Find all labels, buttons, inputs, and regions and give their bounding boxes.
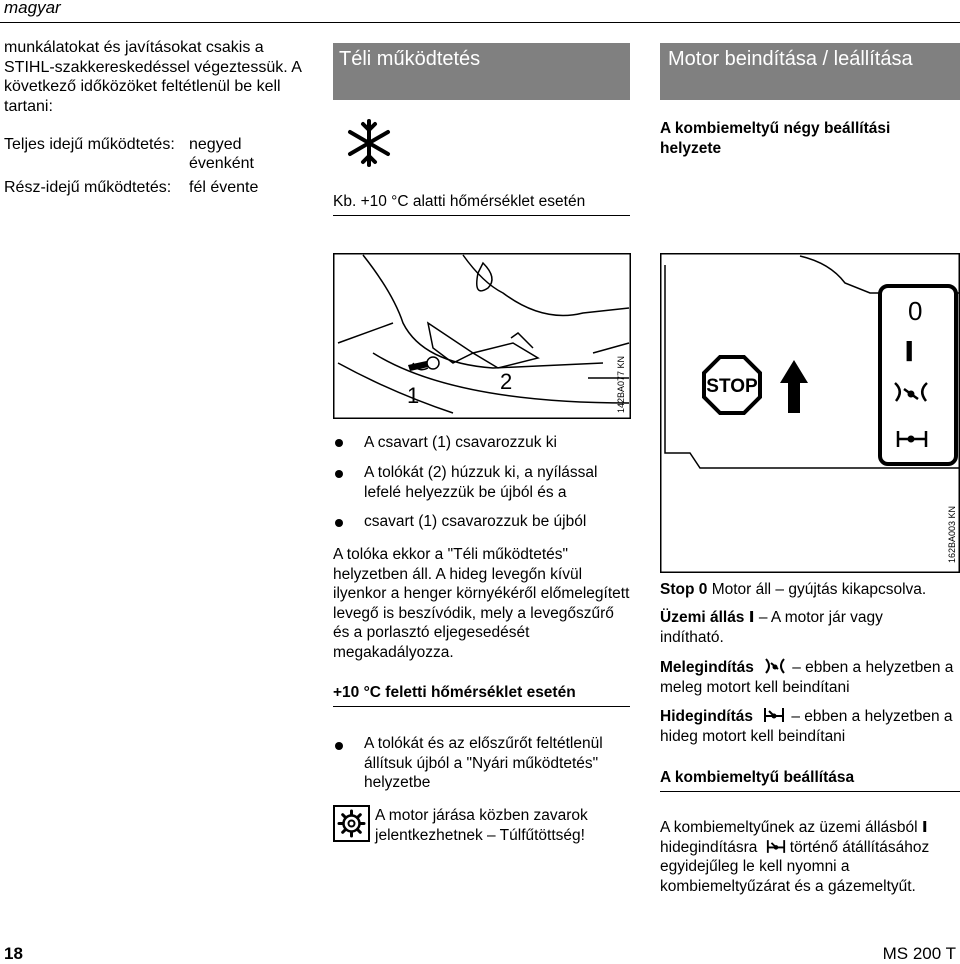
full-time-label: Teljes idejű működtetés: — [4, 136, 175, 153]
cold-start-icon — [766, 839, 786, 854]
overheating-note: A motor járása közben zavarok jelentkezhetnek – Túlfűtöttség! — [375, 807, 588, 844]
engine-damage-icon — [333, 805, 370, 842]
bullet-text-2: A tolókát (2) húzzuk ki, a nyílással lefelé helyezzük be újból és a — [364, 464, 598, 501]
run-symbol-inline: I — [921, 818, 928, 836]
full-time-value-1: negyed — [189, 136, 242, 153]
part-time-label: Rész-idejű működtetés: — [4, 179, 172, 196]
combi-lever-positions-heading: A kombiemeltyű négy beállítási helyzete — [660, 120, 891, 157]
bullet-dot — [335, 519, 343, 527]
combi-text-1: A kombiemeltyűnek az üzemi állásból — [660, 819, 918, 836]
combi-line-1 — [660, 818, 960, 838]
winter-subheading: Kb. +10 °C alatti hőmérséklet esetén — [333, 192, 630, 216]
combi-lever-setting-heading: A kombiemeltyű beállítása — [660, 768, 960, 792]
run-desc: – A motor jár vagy indítható. — [660, 609, 883, 646]
warm-start-term: Melegindítás — [660, 659, 754, 676]
combi-text-3: egyidejűleg le kell nyomni a kombiemeltyűzárat és a gázemeltyűt. — [660, 858, 916, 895]
run-term: Üzemi állás — [660, 609, 745, 626]
intake-slider-figure — [333, 253, 631, 419]
svg-text:0: 0 — [908, 296, 923, 326]
cold-start-term: Hidegindítás — [660, 708, 754, 725]
snowflake-icon — [346, 118, 392, 168]
combi-lever-figure — [660, 253, 960, 573]
summer-bullet: A tolókát és az előszűrőt feltétlenül állítsuk újból a "Nyári működtetés" helyzetbe — [364, 735, 603, 791]
svg-text:STOP: STOP — [706, 376, 758, 397]
full-time-value-2: évenként — [189, 155, 254, 172]
maintenance-intro: munkálatokat és javításokat csakis a STIHL-szakkereskedéssel végeztessük. A következő időközöket feltétlenül be kell tartani: — [4, 39, 302, 115]
model-name: MS 200 T — [882, 944, 956, 963]
language-label: magyar — [4, 0, 61, 17]
svg-text:I: I — [904, 335, 915, 368]
part-time-value: fél évente — [189, 179, 259, 196]
page-number: 18 — [4, 944, 23, 963]
svg-text:142BA077 KN: 142BA077 KN — [616, 355, 626, 413]
stop-description — [660, 580, 960, 600]
cold-start-icon — [763, 707, 785, 723]
run-description — [660, 608, 950, 647]
svg-text:1: 1 — [407, 383, 420, 408]
run-symbol: I — [748, 608, 755, 626]
bullet-dot — [335, 742, 343, 750]
warm-start-icon — [764, 658, 786, 674]
winter-paragraph: A tolóka ekkor a "Téli működtetés" helyzetben áll. A hideg levegőn kívül ilyenkor a henger környékéről előmelegített levegő is beszívódik, mely a levegőszűrő és a porlasztó eljegesedését megakadályozza. — [333, 546, 630, 661]
combi-text-2: hidegindításra — [660, 838, 758, 856]
header-rule — [0, 22, 960, 23]
svg-text:162BA003 KN: 162BA003 KN — [947, 505, 957, 563]
combi-text-2b: történő átállításához — [789, 838, 930, 856]
warm-start-desc: – ebben a helyzetben a meleg motort kell beindítani — [660, 659, 954, 696]
bullet-dot — [335, 470, 343, 478]
cold-start-description — [660, 707, 960, 746]
bullet-text-3: csavart (1) csavarozzuk be újból — [364, 513, 587, 530]
stop-desc: Motor áll – gyújtás kikapcsolva. — [711, 581, 927, 598]
combi-line-2 — [660, 838, 960, 858]
engine-start-stop-title: Motor beindítása / leállítása — [660, 43, 960, 100]
warm-start-description — [660, 658, 960, 697]
combi-lever-setting-text — [660, 818, 960, 896]
stop-term: Stop 0 — [660, 581, 708, 598]
summer-subheading: +10 °C feletti hőmérséklet esetén — [333, 683, 630, 707]
winter-operation-title: Téli működtetés — [333, 43, 630, 100]
svg-text:2: 2 — [500, 369, 513, 394]
bullet-dot — [335, 439, 343, 447]
cold-start-desc: – ebben a helyzetben a hideg motort kell beindítani — [660, 708, 953, 745]
bullet-text-1: A csavart (1) csavarozzuk ki — [364, 434, 557, 451]
